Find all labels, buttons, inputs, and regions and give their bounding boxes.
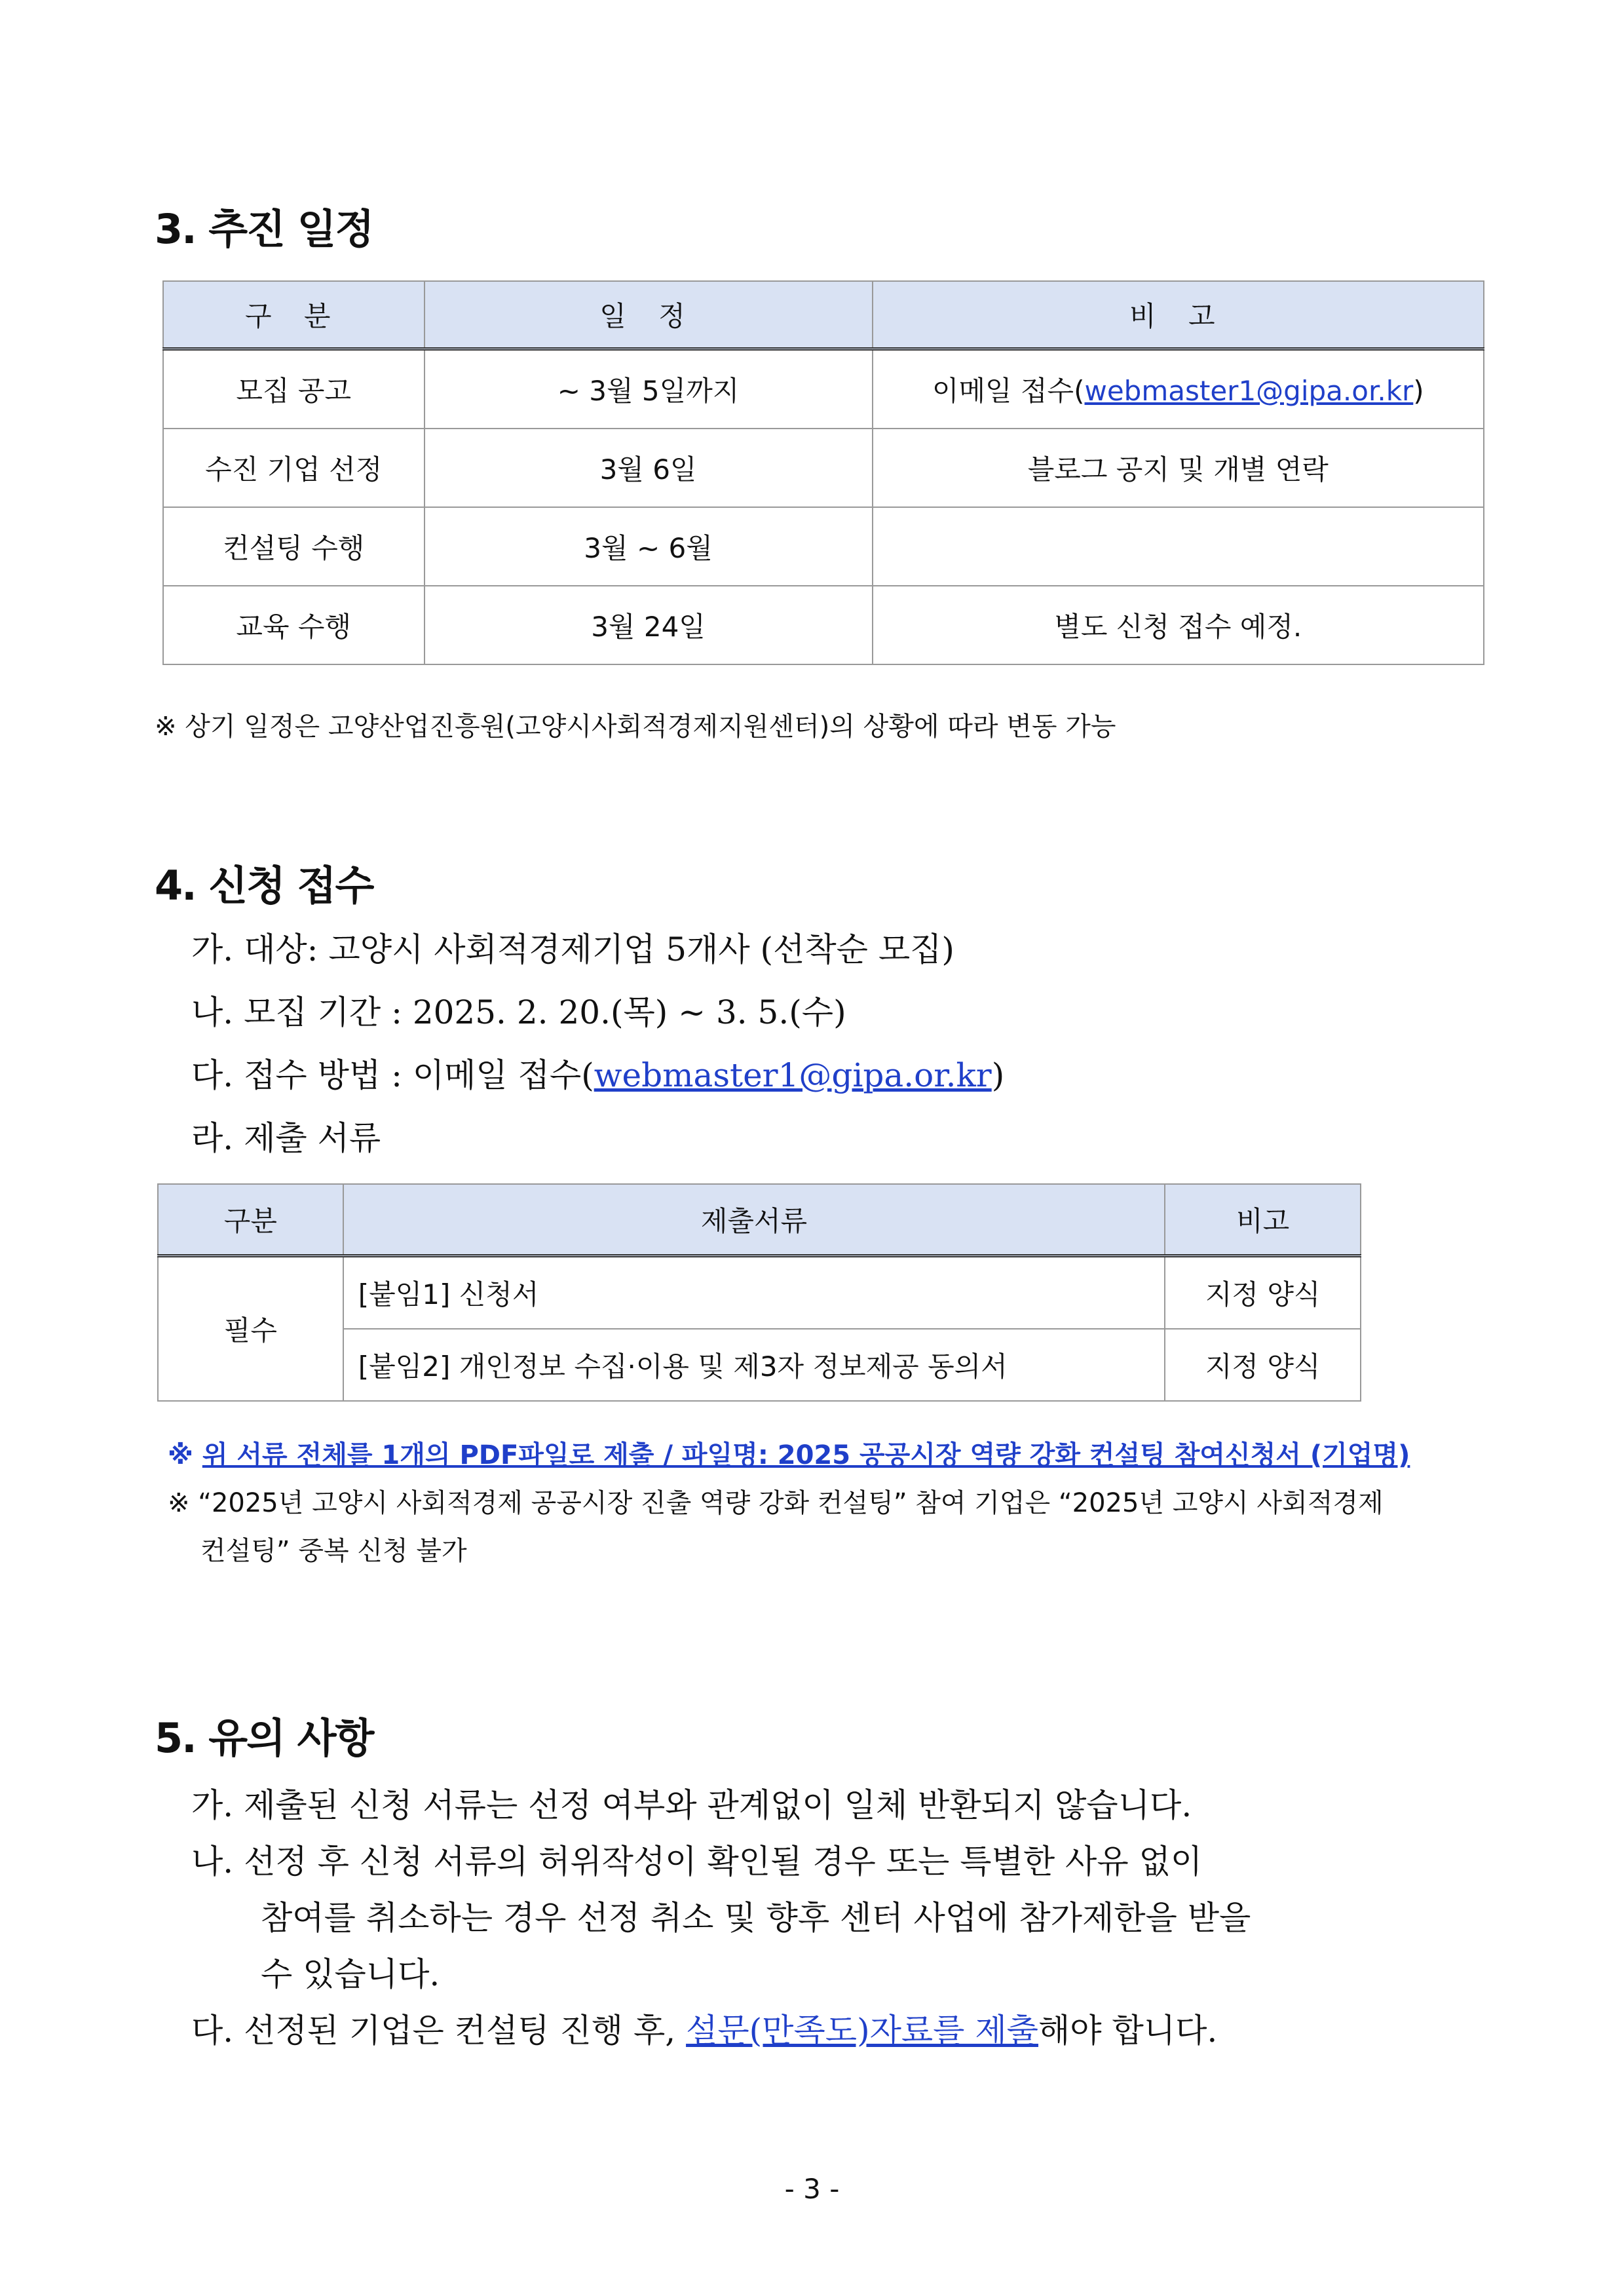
row-category: 수진 기업 선정 — [163, 429, 425, 507]
survey-submit-link: 설문(만족도)자료를 제출 — [686, 2012, 1038, 2050]
row-note: 블로그 공지 및 개별 연락 — [873, 429, 1484, 507]
page-number: - 3 - — [784, 2173, 840, 2205]
row-category: 컨설팅 수행 — [163, 507, 425, 586]
section-4-title: 4. 신청 접수 — [155, 862, 373, 909]
documents-table — [157, 1183, 1361, 1402]
caution-b-line3: 수 있습니다. — [261, 1955, 440, 1993]
row-note — [873, 507, 1484, 586]
apply-method-suffix: ) — [991, 1056, 1005, 1094]
notice-text: 위 서류 전체를 1개의 PDF파일로 제출 / 파일명: 2025 공공시장 역량 강화 컨설팅 참여신청서 (기업명) — [202, 1440, 1410, 1470]
caution-c-prefix: 다. 선정된 기업은 컨설팅 진행 후, — [191, 2012, 687, 2050]
schedule-footnote: ※ 상기 일정은 고양산업진흥원(고양시사회적경제지원센터)의 상황에 따라 변동 가능 — [155, 712, 1116, 742]
document-name: [붙임1] 신청서 — [343, 1256, 1165, 1330]
header-schedule: 일 정 — [425, 281, 873, 349]
caution-c-suffix: 해야 합니다. — [1038, 2012, 1218, 2050]
duplicate-notice-line1: ※ “2025년 고양시 사회적경제 공공시장 진출 역량 강화 컨설팅” 참여 기업은 “2025년 고양시 사회적경제 — [168, 1488, 1384, 1518]
notice-mark: ※ — [168, 1440, 202, 1470]
apply-target: 가. 대상: 고양시 사회적경제기업 5개사 (선착순 모집) — [191, 930, 954, 968]
caution-b-line1: 나. 선정 후 신청 서류의 허위작성이 확인될 경우 또는 특별한 사유 없이 — [191, 1843, 1203, 1881]
apply-email-link[interactable]: webmaster1@gipa.or.kr — [594, 1056, 992, 1094]
row-schedule: 3월 6일 — [425, 429, 873, 507]
header-document: 제출서류 — [343, 1184, 1165, 1256]
row-category: 모집 공고 — [163, 349, 425, 429]
table-row — [163, 586, 1484, 664]
email-link[interactable]: webmaster1@gipa.or.kr — [1084, 375, 1414, 407]
row-category: 교육 수행 — [163, 586, 425, 664]
group-required: 필수 — [158, 1256, 343, 1402]
table-row — [163, 429, 1484, 507]
apply-period: 나. 모집 기간 : 2025. 2. 20.(목) ~ 3. 5.(수) — [191, 993, 846, 1031]
pdf-submit-notice — [168, 1434, 1410, 1472]
row-schedule: 3월 ~ 6월 — [425, 507, 873, 586]
row-note — [873, 349, 1484, 429]
row-note: 별도 신청 접수 예정. — [873, 586, 1484, 664]
header-note: 비 고 — [873, 281, 1484, 349]
apply-method-prefix: 다. 접수 방법 : 이메일 접수( — [191, 1056, 594, 1094]
table-row — [163, 349, 1484, 429]
note-prefix: 이메일 접수( — [932, 375, 1085, 407]
document-note: 지정 양식 — [1165, 1256, 1361, 1330]
document-note: 지정 양식 — [1165, 1329, 1361, 1401]
schedule-header-row — [163, 281, 1484, 349]
caution-c — [191, 2004, 1217, 2052]
note-suffix: ) — [1413, 375, 1424, 407]
document-name: [붙임2] 개인정보 수집·이용 및 제3자 정보제공 동의서 — [343, 1329, 1165, 1401]
header-remark: 비고 — [1165, 1184, 1361, 1256]
table-row — [158, 1256, 1361, 1330]
schedule-table — [162, 280, 1484, 665]
header-category: 구 분 — [163, 281, 425, 349]
caution-a: 가. 제출된 신청 서류는 선정 여부와 관계없이 일체 반환되지 않습니다. — [191, 1786, 1192, 1824]
table-row — [163, 507, 1484, 586]
duplicate-notice-line2: 컨설팅” 중복 신청 불가 — [200, 1536, 467, 1566]
section-5-title: 5. 유의 사항 — [155, 1714, 373, 1762]
row-schedule: 3월 24일 — [425, 586, 873, 664]
row-schedule: ~ 3월 5일까지 — [425, 349, 873, 429]
section-3-title: 3. 추진 일정 — [155, 205, 373, 253]
submit-docs-label: 라. 제출 서류 — [191, 1119, 381, 1157]
caution-b-line2: 참여를 취소하는 경우 선정 취소 및 향후 센터 사업에 참가제한을 받을 — [261, 1899, 1251, 1937]
apply-method — [191, 1049, 1004, 1096]
header-group: 구분 — [158, 1184, 343, 1256]
documents-header-row — [158, 1184, 1361, 1256]
